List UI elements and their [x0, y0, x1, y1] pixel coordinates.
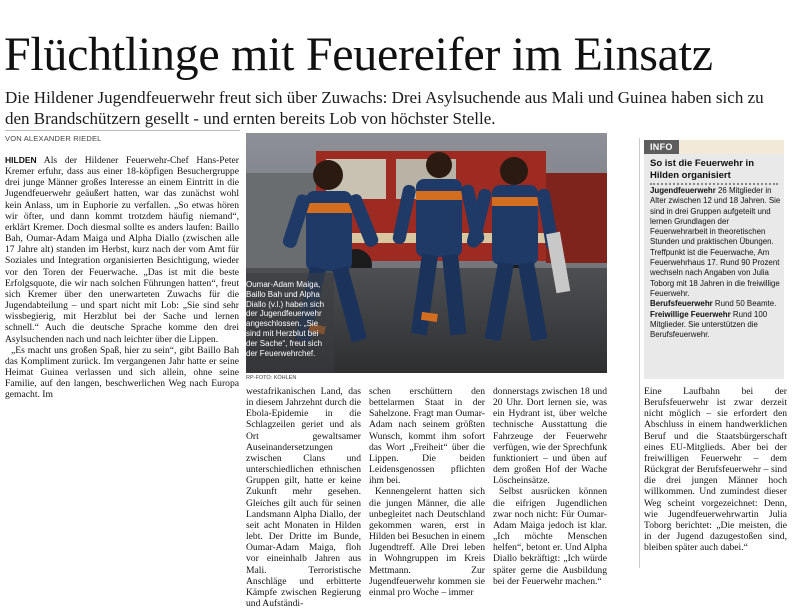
info-paragraph — [650, 310, 782, 341]
paragraph: „Es macht uns großen Spaß, hier zu sein“, gibt Baillo Bah das Kompliment zurück. Im vergangenen Jahr hatte er seine Heimat Guinea verlassen und sich allein, ohne seine Familie, auf den langen, beschwerlichen Weg nach Europa gemacht. Im — [5, 344, 239, 401]
info-text: Rund 50 Beamte. — [712, 299, 777, 309]
info-term: Jugendfeuerwehr — [650, 186, 716, 195]
info-title: So ist die Feuerwehr in Hilden organisiert — [650, 158, 754, 181]
info-separator — [650, 183, 778, 185]
headline: Flüchtlinge mit Feuereifer im Einsatz — [4, 28, 713, 81]
column-divider — [639, 138, 640, 568]
byline: VON ALEXANDER RIEDEL — [5, 134, 102, 143]
deck: Die Hildener Jugendfeuerwehr freut sich über Zuwachs: Drei Asylsuchende aus Mali und Guinea haben sich zu den Brandschützern gesellt - und ernten bereits Lob von höchster Stelle. — [5, 88, 764, 128]
photo-caption: Oumar-Adam Maiga, Baillo Bah und Alpha Diallo (v.l.) haben sich der Jugendfeuerwehr angeschlossen. „Sie sind mit Herzblut bei der Sache“, freut sich der Feuerwehrchef. — [246, 280, 325, 358]
article-column-4 — [493, 386, 608, 587]
info-label: INFO — [644, 140, 679, 154]
article-column-1 — [5, 155, 239, 572]
article-column-5 — [644, 386, 787, 572]
paragraph: schen erschüttern den bettelarmen Staat in der Sahelzone. Fragt man Oumar-Adam nach seinem größten Wunsch, kommt ihm sofort das Wort „Freiheit“ über die Lippen. Die beiden Leidensgenossen pflichten ihm bei. — [369, 386, 485, 487]
info-text: 26 Mitglieder in Alter zwischen 12 und 18 Jahren. Sie sind in drei Gruppen aufgeteilt und lernen Grundlagen der Feuerwehrarbeit in theoretischen Stunden und praktischen Übungen. Treffpunkt ist die Feuerwache, Am Feuerwehrhaus 17. Rund 90 Prozent wechseln nach Angaben von Julia Toborg mit 18 Jahren in die freiwillige Feuerwehr. — [650, 186, 781, 298]
paragraph: Kennengelernt hatten sich die jungen Männer, die alle unbegleitet nach Deutschland gekommen waren, erst in Hilden bei Besuchen in einem Jugendtreff. Alle Drei leben in Wohngruppen im Kreis Mettmann. Zur Jugendfeuerwehr kommen sie einmal pro Woche – immer — [369, 486, 485, 598]
paragraph — [5, 155, 239, 345]
info-paragraph — [650, 186, 782, 299]
info-body — [650, 186, 782, 340]
info-text: Rund 100 Mitglieder. Sie unterstützen die Berufsfeuerwehr. — [650, 309, 768, 340]
paragraph: donnerstags zwischen 18 und 20 Uhr. Dort lernen sie, was ein Hydrant ist, über welche technische Ausstattung die Fahrzeuge der Feuerwehr verfügen, wie der Sprechfunk funktioniert – und üben auf dem großen Hof der Wache Löscheinsätze. — [493, 386, 608, 487]
paragraph-text: Als der Hildener Feuerwehr-Chef Hans-Peter Kremer erfuhr, dass aus einer 18-köpfigen Besuchergruppe drei junge Männer großes Interesse an einem Eintritt in die Jugendfeuerwehr geäußert hatten, war das zunächst wohl kein Anlass, um in Euphorie zu verfallen. „So etwas hören wir öfter, und dann kommt trotzdem häufig niemand“, erklärt Kremer. Doch diesmal sollte es anders laufen: Baillo Bah, Oumar-Adam Maiga und Alpha Diallo (zwischen alle 17 Jahre alt) standen im Herbst, kurz nach der vom Amt für Soziales und Integration organisierten Besichtigung, wieder vor den Toren der Feuerwache. „Das ist mit die beste Erfolgsquote, die wir nach solchen Führungen hatten“, freut sich Kremer über den unerwarteten Zuwachs für die Jugendabteilung – und spart nicht mit Lob: „Sie sind sehr wissbegierig, mit Herzblut bei der Sache und lernen schnell.“ Auch die deutsche Sprache komme den drei Asylsuchenden nach und nach leichter über die Lippen. — [5, 155, 239, 345]
article-column-2 — [246, 386, 361, 609]
info-term: Freiwillige Feuerwehr — [650, 309, 731, 319]
header-rule — [5, 130, 240, 131]
photo-credit: RP-FOTO: KÖHLEN — [246, 375, 297, 381]
dateline: HILDEN — [5, 155, 37, 165]
article-column-3 — [369, 386, 485, 598]
paragraph: Selbst ausrücken können die eifrigen Jugendlichen zwar noch nicht: Für Oumar-Adam Maiga jedoch ist klar. „Ich möchte Menschen helfen“, betont er. Und Alpha Diallo bekräftigt: „Ich würde später gerne die Ausbildung bei der Feuerwehr machen.“ — [493, 486, 607, 587]
paragraph: Eine Laufbahn bei der Berufsfeuerwehr ist zwar derzeit nicht möglich – sie erfordert den Abschluss in einem handwerklichen Beruf und die Staatsbürgerschaft eines EU-Mitglieds. Aber bei der freiwilligen Feuerwehr – dem Rückgrat der Berufsfeuerwehr – sind die drei jungen Männer hoch willkommen. Und zumindest dieser Weg scheint vorgezeichnet: Denn, wie Jugendfeuerwehrwartin Julia Toborg berichtet: „Die meisten, die in der Jugend dazugestoßen sind, bleiben später auch dabei.“ — [644, 386, 787, 554]
info-paragraph — [650, 299, 782, 309]
info-term: Berufsfeuerwehr — [650, 299, 713, 309]
info-box — [644, 140, 784, 379]
paragraph: westafrikanischen Land, das in diesem Jahrzehnt durch die Ebola-Epidemie in die Schlagzeilen geriet und als Ort gewaltsamer Auseinandersetzungen zwischen Clans und unterschiedlichen ethnischen Gruppen gilt, hatte er keine Zukunft mehr gesehen. Gleiches gilt auch für seinen Landsmann Alpha Diallo, der seit acht Monaten in Hilden lebt. Der Dritte im Bunde, Oumar-Adam Maiga, floh vor eineinhalb Jahren aus Mali. Terroristische Anschläge und erbitterte Kämpfe zwischen Regierung und Aufständi- — [246, 386, 361, 609]
